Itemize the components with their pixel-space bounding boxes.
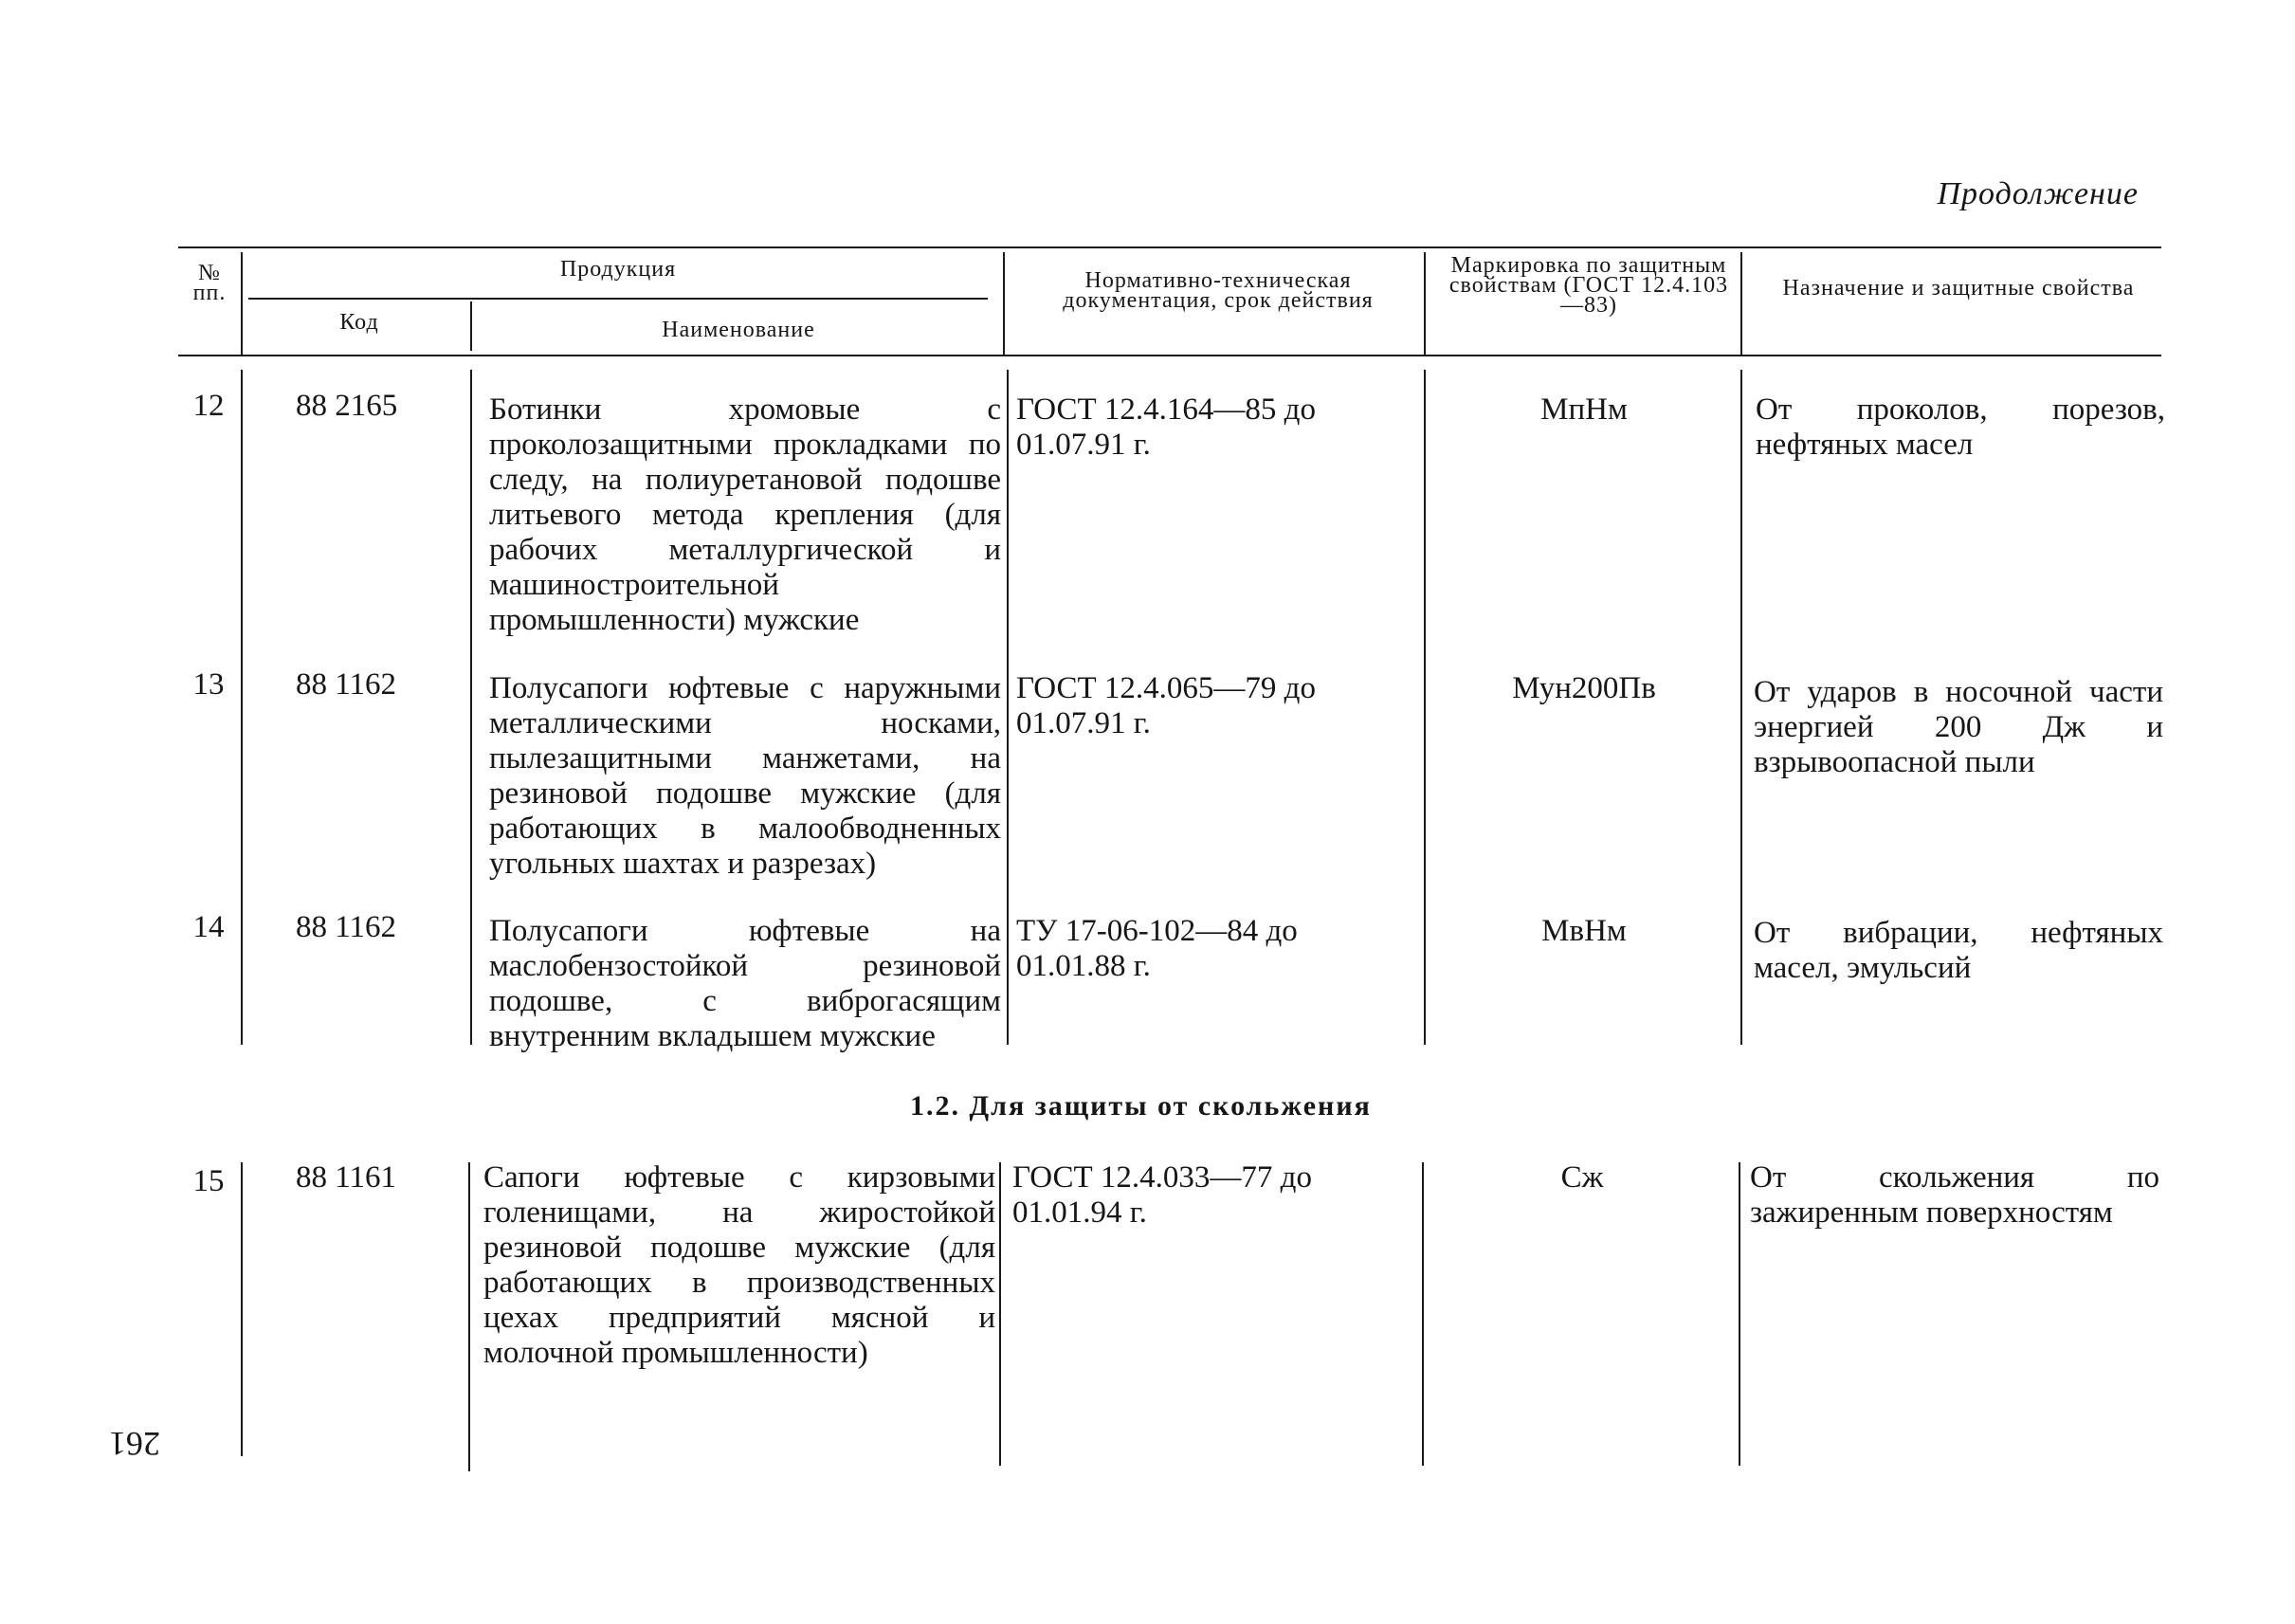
row-marking: МвНм — [1541, 914, 1627, 948]
row-marking: МпНм — [1540, 392, 1628, 427]
body-divider — [470, 370, 472, 1045]
row-number: 15 — [192, 1164, 225, 1198]
header-normative: Нормативно-техническая документация, срок действия — [1063, 268, 1374, 313]
row-normative: ГОСТ 12.4.033—77 до 01.01.94 г. — [1012, 1160, 1312, 1230]
body-divider — [241, 370, 243, 1045]
header-marking: Маркировка по защитным свойствам (ГОСТ 12.4.103—83) — [1448, 253, 1729, 318]
row-code: 88 2165 — [296, 389, 398, 423]
continuation-note: Продолжение — [1937, 176, 2139, 211]
header-divider — [1740, 252, 1742, 355]
row-purpose: От ударов в носочной части энергией 200 Дж и взрывоопасной пыли — [1754, 675, 2163, 779]
header-name: Наименование — [662, 318, 815, 342]
table-top-rule — [178, 246, 2161, 248]
body-divider — [1424, 370, 1426, 1045]
body-divider — [1740, 370, 1742, 1045]
body-divider — [999, 1162, 1001, 1466]
row-marking: Сж — [1560, 1160, 1604, 1195]
row-normative: ТУ 17-06-102—84 до 01.01.88 г. — [1016, 914, 1298, 983]
row-purpose: От скольжения по зажиренным поверхностям — [1750, 1160, 2159, 1230]
row-code: 88 1162 — [296, 667, 397, 702]
header-product: Продукция — [559, 257, 677, 282]
row-normative: ГОСТ 12.4.065—79 до 01.07.91 г. — [1016, 671, 1316, 740]
page-number: 261 — [109, 1425, 160, 1463]
header-divider — [1003, 252, 1005, 355]
header-num: № пп. — [192, 261, 227, 305]
row-marking: Мун200Пв — [1512, 671, 1656, 705]
header-divider — [241, 252, 243, 355]
row-code: 88 1162 — [296, 910, 397, 944]
body-divider — [1739, 1162, 1740, 1466]
header-divider — [1424, 252, 1426, 355]
row-number: 13 — [192, 667, 225, 702]
product-subheader-rule — [248, 298, 988, 300]
row-number: 14 — [192, 910, 225, 944]
body-divider — [1422, 1162, 1424, 1466]
row-name: Сапоги юфтевые с кирзовыми голенищами, на жиростойкой резиновой подошве мужские (для работающих в производственных цехах предприятий мясной и молочной промышленности) — [483, 1160, 995, 1370]
header-code: Код — [339, 310, 379, 335]
body-divider — [468, 1162, 470, 1471]
row-number: 12 — [192, 389, 225, 423]
row-name: Полусапоги юфтевые с наружными металлическими носками, пылезащитными манжетами, на резиновой подошве мужские (для работающих в малообводненных угольных шахтах и разрезах) — [489, 671, 1001, 881]
row-purpose: От вибрации, нефтяных масел, эмульсий — [1754, 916, 2163, 985]
section-title: 1.2. Для защиты от скольжения — [910, 1090, 1372, 1122]
body-divider — [241, 1162, 243, 1456]
header-purpose: Назначение и защитные свойства — [1782, 276, 2135, 301]
row-normative: ГОСТ 12.4.164—85 до 01.07.91 г. — [1016, 392, 1316, 462]
header-divider — [470, 301, 472, 351]
row-name: Ботинки хромовые с проколозащитными прокладками по следу, на полиуретановой подошве литьевого метода крепления (для рабочих металлургической и машиностроительной промышленности) мужские — [489, 392, 1001, 637]
body-divider — [1007, 370, 1009, 1045]
table-header-bottom-rule — [178, 355, 2161, 356]
row-purpose: От проколов, порезов, нефтяных масел — [1756, 392, 2165, 462]
row-code: 88 1161 — [296, 1160, 397, 1195]
row-name: Полусапоги юфтевые на маслобензостойкой резиновой подошве, с виброгасящим внутренним вкладышем мужские — [489, 914, 1001, 1053]
